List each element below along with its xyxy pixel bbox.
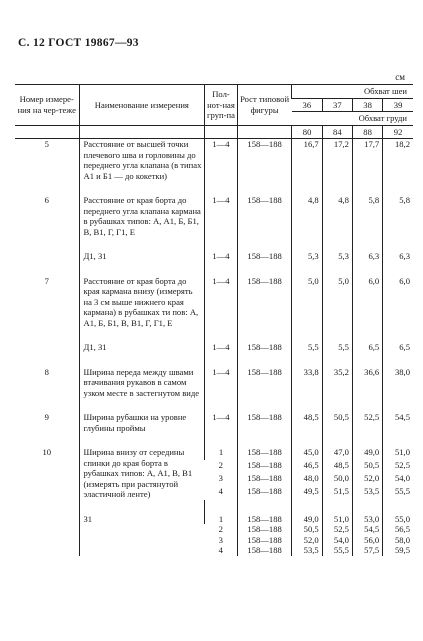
spacer-cell	[237, 398, 292, 412]
spacer-cell	[322, 328, 352, 342]
row-value: 45,0	[292, 447, 322, 460]
row-group: 1—4	[205, 342, 238, 353]
spacer-cell	[292, 433, 322, 447]
col-header-num: Номер измере-ния на чер-теже	[15, 85, 79, 126]
col-header-neck: Обхват шеи	[292, 85, 413, 99]
row-value: 38,0	[383, 367, 413, 399]
spacer-cell	[15, 262, 79, 276]
spacer-cell	[352, 500, 382, 514]
unit-label: см	[395, 72, 405, 82]
spacer-cell	[15, 237, 79, 251]
spacer-cell	[352, 237, 382, 251]
row-value: 57,5	[352, 545, 382, 556]
chest-size: 84	[322, 125, 352, 139]
spacer-cell	[383, 398, 413, 412]
row-number: 10	[42, 447, 52, 457]
row-value: 51,0	[322, 514, 352, 525]
spacer-cell	[205, 262, 238, 276]
row-value: 53,0	[352, 514, 382, 525]
spacer-cell	[237, 353, 292, 367]
row-value: 48,0	[292, 473, 322, 486]
row-value: 5,5	[322, 342, 352, 353]
row-value: 5,8	[352, 195, 382, 237]
row-group: 1—4	[205, 412, 238, 433]
spacer-cell	[237, 328, 292, 342]
row-height: 158—188	[237, 367, 292, 399]
neck-size: 39	[383, 98, 413, 112]
table-row	[15, 367, 413, 399]
row-value: 35,2	[322, 367, 352, 399]
row-height: 158—188	[237, 545, 292, 556]
row-name: Ширина рубашки на уровне глубины проймы	[79, 412, 205, 433]
table-row	[15, 412, 413, 433]
row-value: 50,0	[322, 473, 352, 486]
row-value: 56,0	[352, 535, 382, 546]
spacer-cell	[352, 353, 382, 367]
spacer-cell	[292, 500, 322, 514]
col-index	[15, 125, 79, 139]
row-value: 52,5	[352, 412, 382, 433]
table-row	[15, 251, 413, 262]
spacer-cell	[205, 398, 238, 412]
col-index	[79, 125, 205, 139]
spacer-cell	[292, 181, 322, 195]
row-number: 7	[44, 275, 49, 286]
spacer-cell	[383, 500, 413, 514]
row-value: 56,5	[383, 524, 413, 535]
spacer-cell	[322, 262, 352, 276]
row-value: 59,5	[383, 545, 413, 556]
row-group: 3	[218, 473, 223, 484]
chest-size: 88	[352, 125, 382, 139]
spacer-cell	[383, 181, 413, 195]
row-value: 6,0	[383, 276, 413, 329]
row-value: 5,0	[322, 276, 352, 329]
col-index	[237, 125, 292, 139]
row-name: Расстояние от высшей точки плечевого шва и горловины до переднего угла клапана (в типах А1 и Б1 — до кокетки)	[79, 139, 205, 182]
row-spacer	[15, 398, 413, 412]
row-value: 49,0	[352, 447, 382, 460]
row-height: 158—188	[237, 486, 292, 499]
row-value: 17,7	[352, 139, 382, 182]
row-group: 1—4	[205, 276, 238, 329]
row-number: 5	[44, 139, 49, 149]
spacer-cell	[383, 433, 413, 447]
row-value: 6,5	[352, 342, 382, 353]
row-value: 50,5	[292, 524, 322, 535]
table-row	[15, 139, 413, 182]
chest-size: 80	[292, 125, 322, 139]
row-value: 52,5	[322, 524, 352, 535]
row-height: 158—188	[237, 139, 292, 182]
row-number	[15, 251, 79, 262]
spacer-cell	[352, 328, 382, 342]
page-header: С. 12 ГОСТ 19867—93	[18, 37, 139, 49]
row-value: 5,5	[292, 342, 322, 353]
table-row	[15, 342, 413, 353]
row-value: 6,3	[383, 251, 413, 262]
table-body	[15, 139, 413, 556]
row-value: 53,5	[292, 545, 322, 556]
row-height: 158—188	[237, 276, 292, 329]
spacer-cell	[79, 500, 205, 514]
table-row	[15, 195, 413, 237]
row-value: 5,3	[322, 251, 352, 262]
row-name: Расстояние от края борта до края кармана внизу (измерять на 3 см выше нижнего края кармана) в рубашках ти пов: А, А1, Б, Б1, В, В1, Г, Г1, Е	[79, 276, 205, 329]
spacer-cell	[383, 237, 413, 251]
spacer-cell	[352, 181, 382, 195]
table-row	[15, 514, 413, 525]
row-spacer	[15, 237, 413, 251]
row-value: 54,0	[322, 535, 352, 546]
row-group: 4	[218, 545, 223, 555]
spacer-cell	[205, 181, 238, 195]
neck-size: 36	[292, 98, 322, 112]
spacer-cell	[383, 353, 413, 367]
spacer-cell	[79, 353, 205, 367]
row-group: 1	[205, 514, 238, 525]
spacer-cell	[205, 237, 238, 251]
row-value: 54,5	[352, 524, 382, 535]
row-number	[15, 514, 79, 556]
chest-size: 92	[383, 125, 413, 139]
row-group: 1—4	[205, 139, 238, 182]
col-index	[205, 125, 238, 139]
row-value: 49,0	[292, 514, 322, 525]
row-value: 50,5	[322, 412, 352, 433]
spacer-cell	[352, 433, 382, 447]
row-value: 5,0	[292, 276, 322, 329]
row-value: 51,0	[383, 447, 413, 460]
row-name: З1	[79, 514, 205, 556]
spacer-cell	[237, 500, 292, 514]
row-group: 2	[218, 524, 223, 534]
row-spacer	[15, 262, 413, 276]
row-value: 49,5	[292, 486, 322, 499]
spacer-cell	[79, 328, 205, 342]
row-value: 52,0	[292, 535, 322, 546]
spacer-cell	[15, 433, 79, 447]
row-group: 2	[218, 460, 223, 471]
spacer-cell	[79, 262, 205, 276]
row-height: 158—188	[237, 514, 292, 525]
row-value: 54,0	[383, 473, 413, 486]
row-value: 4,8	[292, 195, 322, 237]
row-value: 6,0	[352, 276, 382, 329]
measurements-table	[15, 84, 413, 556]
spacer-cell	[15, 398, 79, 412]
spacer-cell	[15, 181, 79, 195]
spacer-cell	[322, 500, 352, 514]
spacer-cell	[79, 398, 205, 412]
row-value: 36,6	[352, 367, 382, 399]
table-row	[15, 276, 413, 329]
row-spacer	[15, 500, 413, 514]
row-height: 158—188	[237, 342, 292, 353]
row-value: 53,5	[352, 486, 382, 499]
row-spacer	[15, 433, 413, 447]
row-value: 58,0	[383, 535, 413, 546]
spacer-cell	[237, 237, 292, 251]
spacer-cell	[79, 237, 205, 251]
row-value: 46,5	[292, 460, 322, 473]
spacer-cell	[237, 433, 292, 447]
row-height: 158—188	[237, 251, 292, 262]
spacer-cell	[292, 262, 322, 276]
spacer-cell	[15, 500, 79, 514]
row-value: 16,7	[292, 139, 322, 182]
row-height: 158—188	[237, 524, 292, 535]
row-group: 1—4	[205, 195, 238, 237]
row-name: Ширина внизу от середины спинки до края борта в рубашках типов: А, А1, В, В1 (измерять при растянутой эластичной ленте)	[79, 447, 205, 500]
col-header-chest: Обхват груди	[292, 112, 413, 126]
col-header-name: Наименование измерения	[79, 85, 205, 126]
spacer-cell	[322, 433, 352, 447]
row-number: 8	[44, 366, 49, 377]
spacer-cell	[205, 433, 238, 447]
row-value: 55,5	[383, 486, 413, 499]
row-name: Расстояние от края борта до переднего угла клапана кармана в рубашках типов: А, А1, Б, Б1, В, В1, Г, Г1, Е	[79, 195, 205, 237]
spacer-cell	[292, 328, 322, 342]
table-row	[15, 447, 413, 460]
spacer-cell	[79, 433, 205, 447]
row-value: 33,8	[292, 367, 322, 399]
row-group: 1—4	[205, 251, 238, 262]
row-value: 6,5	[383, 342, 413, 353]
row-height: 158—188	[237, 195, 292, 237]
spacer-cell	[352, 262, 382, 276]
row-value: 47,0	[322, 447, 352, 460]
col-header-group: Пол-нот-ная груп-па	[205, 85, 238, 126]
spacer-cell	[322, 181, 352, 195]
row-value: 18,2	[383, 139, 413, 182]
row-number: 6	[44, 195, 49, 205]
row-group: 1—4	[205, 367, 238, 399]
row-number: 9	[44, 412, 49, 422]
spacer-cell	[205, 328, 238, 342]
neck-size: 37	[322, 98, 352, 112]
row-value: 17,2	[322, 139, 352, 182]
row-name: Д1, З1	[79, 342, 205, 353]
row-name: Ширина переда между швами втачивания рукавов в самом узком месте в застегнутом виде	[79, 367, 205, 399]
spacer-cell	[352, 398, 382, 412]
spacer-cell	[383, 262, 413, 276]
spacer-cell	[79, 181, 205, 195]
neck-size: 38	[352, 98, 382, 112]
row-value: 55,5	[322, 545, 352, 556]
spacer-cell	[237, 262, 292, 276]
spacer-cell	[292, 353, 322, 367]
spacer-cell	[15, 328, 79, 342]
spacer-cell	[292, 237, 322, 251]
row-height: 158—188	[237, 473, 292, 486]
row-number	[15, 342, 79, 353]
col-header-height: Рост типовой фигуры	[237, 85, 292, 126]
row-value: 5,8	[383, 195, 413, 237]
spacer-cell	[322, 398, 352, 412]
row-value: 51,5	[322, 486, 352, 499]
row-spacer	[15, 328, 413, 342]
row-height: 158—188	[237, 447, 292, 460]
spacer-cell	[322, 237, 352, 251]
spacer-cell	[15, 353, 79, 367]
spacer-cell	[322, 353, 352, 367]
row-group: 1	[205, 447, 238, 460]
row-value: 52,0	[352, 473, 382, 486]
row-value: 48,5	[292, 412, 322, 433]
row-value: 6,3	[352, 251, 382, 262]
row-value: 54,5	[383, 412, 413, 433]
row-height: 158—188	[237, 535, 292, 546]
spacer-cell	[383, 328, 413, 342]
row-name: Д1, З1	[79, 251, 205, 262]
spacer-cell	[205, 500, 238, 514]
row-height: 158—188	[237, 412, 292, 433]
spacer-cell	[205, 353, 238, 367]
row-value: 52,5	[383, 460, 413, 473]
row-height: 158—188	[237, 460, 292, 473]
spacer-cell	[237, 181, 292, 195]
row-group: 4	[218, 486, 223, 497]
row-spacer	[15, 181, 413, 195]
row-value: 4,8	[322, 195, 352, 237]
row-group: 3	[218, 534, 223, 545]
row-value: 48,5	[322, 460, 352, 473]
row-value: 50,5	[352, 460, 382, 473]
row-value: 55,0	[383, 514, 413, 525]
row-spacer	[15, 353, 413, 367]
spacer-cell	[292, 398, 322, 412]
row-value: 5,3	[292, 251, 322, 262]
